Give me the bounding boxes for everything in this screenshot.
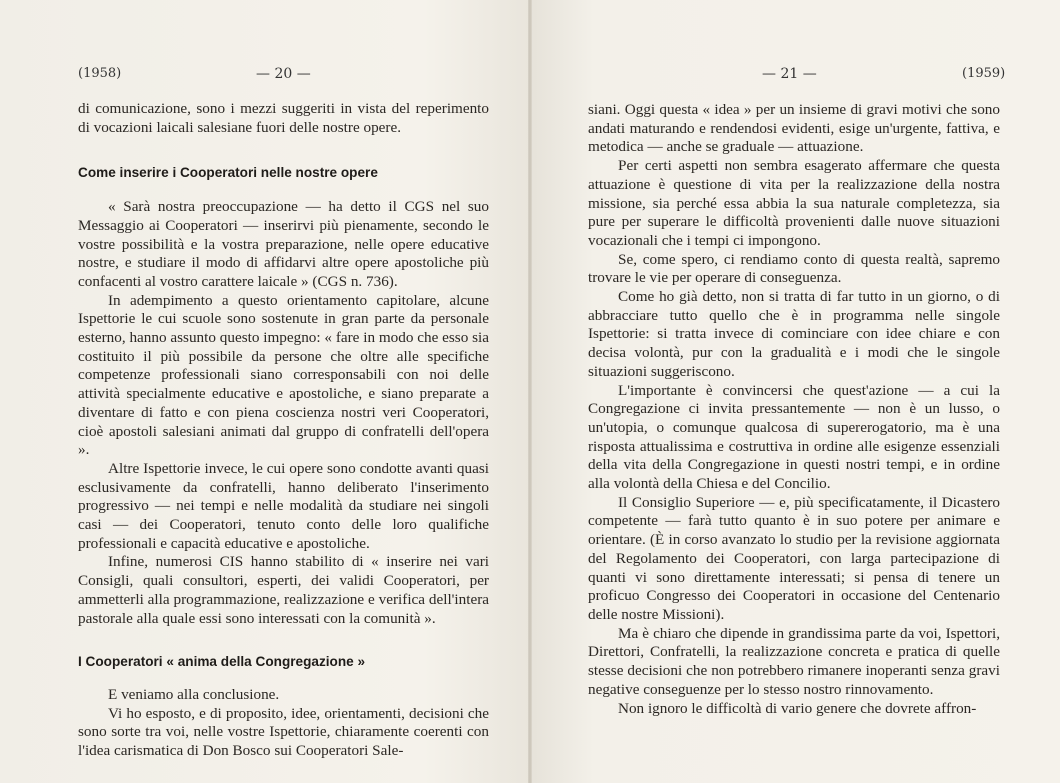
paragraph: Per certi aspetti non sembra esagerato affermare che questa attuazione è questione di vita per la realizzazione della nostra missione, sia perché essa abbia la sua naturale completezza, sia pure per superare le difficoltà provenienti dalle nuove situazioni vocazionali che i tempi ci impongono. <box>588 157 1000 249</box>
paragraph: Altre Ispettorie invece, le cui opere sono condotte avanti quasi esclusivamente da confratelli, hanno deliberato l'inserimento progressivo — nei tempi e nelle modalità da studiare nei singoli casi — dei Cooperatori, tenuto conto delle loro qualifiche professionali e capacità educative e apostoliche. <box>78 459 489 552</box>
paragraph: Il Consiglio Superiore — e, più specificatamente, il Dicastero competente — farà tutto quanto è in suo potere per animare e orientare. (È in corso avanzato lo studio per la revisione aggiornata del Regolamento dei Cooperatori, con larga partecipazione di quanti vi sono direttamente interessati; si pensa di tenere un proficuo Congresso dei Cooperatori in occasione del Centenario delle nostre Missioni). <box>588 493 1000 623</box>
paragraph: Infine, numerosi CIS hanno stabilito di « inserire nei vari Consigli, quali consultori, esperti, dei validi Cooperatori, per ammetterli alla programmazione, realizzazione e verifica dell'intera pastorale alla quale essi sono interessati con la comunità ». <box>78 553 489 627</box>
paragraph: L'importante è convincersi che quest'azione — a cui la Congregazione ci invita pressantemente — non è un lusso, o un'utopia, o comunque qualcosa di supererogatorio, ma è una risposta attualissima e costruttiva in ordine alle esigenze essenziali della vita della Congregazione in questi nostri tempi, e in ordine alla volontà della Chiesa e del Concilio. <box>588 381 1000 493</box>
paragraph: Non ignoro le difficoltà di vario genere che dovrete affron- <box>618 699 977 717</box>
paragraph: di comunicazione, sono i mezzi suggeriti in vista del reperimento di vocazioni laicali salesiane fuori delle nostre opere. <box>78 100 489 136</box>
paragraph: Come ho già detto, non si tratta di far tutto in un giorno, o di abbracciare tutto quello che è in programma nelle singole Ispettorie: si tratta invece di cominciare con idee chiare e con decisa volontà, pur con la gradualità e i modi che le singole situazioni suggeriscono. <box>588 288 1000 380</box>
paragraph: Vi ho esposto, e di proposito, idee, orientamenti, decisioni che sono sorte tra voi, nelle vostre Ispettorie, chiaramente coerenti con l'idea carismatica di Don Bosco sui Cooperatori Sale- <box>78 704 489 760</box>
book-gutter <box>528 0 532 783</box>
left-year-label: (1958) <box>78 66 122 81</box>
paragraph: Se, come spero, ci rendiamo conto di questa realtà, sapremo trovare le vie per operare di conseguenza. <box>588 250 1000 287</box>
right-year-label: (1959) <box>962 66 1006 81</box>
paragraph: In adempimento a questo orientamento capitolare, alcune Ispettorie le cui scuole sono sostenute in gran parte da personale esterno, hanno assunto questo impegno: « fare in modo che esso sia costituito il più possibile da persone che oltre alle specifiche competenze professionali siano corresponsabili con noi delle attività specialmente educative e apostoliche, e siano preparate a diventare di fatto e con piena coscienza nostri veri Cooperatori, cioè apostoli salesiani animati dal gruppo di confratelli dell'opera ». <box>78 291 489 459</box>
paragraph: Ma è chiaro che dipende in grandissima parte da voi, Ispettori, Direttori, Confratelli, la realizzazione concreta e pratica di quelle stesse decisioni che non potrebbero rimanere inoperanti senza gravi negative conseguenze per lo stesso nostro rinnovamento. <box>588 624 1000 698</box>
left-page-number: — 20 — <box>256 66 311 82</box>
paragraph: E veniamo alla conclusione. <box>108 685 280 703</box>
paragraph: « Sarà nostra preoccupazione — ha detto il CGS nel suo Messaggio ai Cooperatori — inserirvi più pienamente, secondo le vostre possibilità e la vostra preparazione, nelle opere educative nostre, e studiare il modo di affidarvi altre opere apostoliche più confacenti al vostro carattere laicale » (CGS n. 736). <box>78 198 489 290</box>
left-page-body <box>78 100 489 761</box>
section-heading: Come inserire i Cooperatori nelle nostre opere <box>78 165 378 181</box>
right-page <box>530 0 1060 783</box>
right-page-number: — 21 — <box>762 66 817 82</box>
paragraph: siani. Oggi questa « idea » per un insieme di gravi motivi che sono andati maturando e rendendosi evidenti, esige un'urgente, fattiva, e metodica — anche se graduale — attuazione. <box>588 101 1000 156</box>
section-heading: I Cooperatori « anima della Congregazione » <box>78 654 366 670</box>
right-page-body <box>588 101 1000 718</box>
